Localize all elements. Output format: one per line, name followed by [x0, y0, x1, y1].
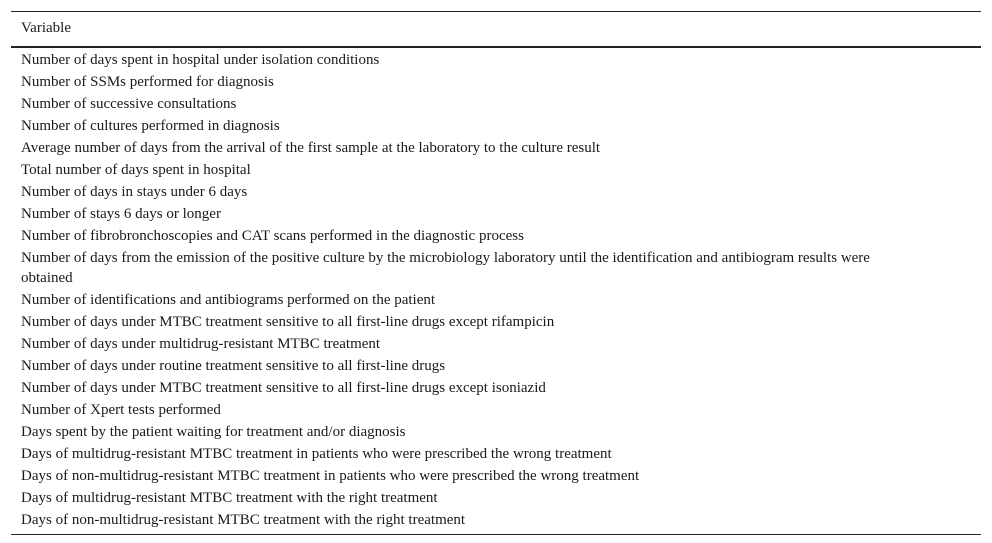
table-cell-variable: Number of days spent in hospital under isolation conditions	[21, 52, 380, 68]
table-row	[11, 181, 981, 203]
table-cell-variable: Days of non-multidrug-resistant MTBC treatment in patients who were prescribed the wrong treatment	[21, 468, 640, 484]
table-row	[11, 225, 981, 247]
table-cell-variable: Number of days under MTBC treatment sensitive to all first-line drugs except rifampicin	[21, 314, 555, 330]
table-row	[11, 421, 981, 443]
table-cell-variable: Days of non-multidrug-resistant MTBC treatment with the right treatment	[11, 509, 981, 535]
table-header	[11, 12, 981, 48]
table-row	[11, 137, 981, 159]
table-row	[11, 509, 981, 535]
table-row	[11, 203, 981, 225]
table-row	[11, 333, 981, 355]
table-cell-variable: Number of days under routine treatment sensitive to all first-line drugs	[21, 358, 446, 374]
table-cell-variable: Days spent by the patient waiting for treatment and/or diagnosis	[21, 424, 406, 440]
table-cell-variable: Number of days under multidrug-resistant MTBC treatment	[21, 336, 381, 352]
table-cell-variable: Number of days under MTBC treatment sensitive to all first-line drugs except isoniazid	[21, 380, 546, 396]
table-row	[11, 247, 981, 289]
table-cell-variable: Number of fibrobronchoscopies and CAT scans performed in the diagnostic process	[21, 228, 524, 244]
table-cell-variable: Number of days from the emission of the positive culture by the microbiology laboratory until the identification and antibiogram results were obtained	[21, 250, 870, 286]
table-cell-variable: Number of successive consultations	[21, 96, 237, 112]
table-row	[11, 399, 981, 421]
table-cell-variable: Days of multidrug-resistant MTBC treatment with the right treatment	[21, 490, 438, 506]
table-cell-variable: Number of days in stays under 6 days	[21, 184, 248, 200]
table-row	[11, 355, 981, 377]
table-row	[11, 443, 981, 465]
table-row	[11, 71, 981, 93]
table-row	[11, 377, 981, 399]
variables-table-container	[11, 11, 981, 535]
table-row	[11, 465, 981, 487]
table-row	[11, 311, 981, 333]
table-row	[11, 93, 981, 115]
table-body	[11, 47, 981, 535]
header-row	[11, 12, 981, 48]
table-cell-variable: Number of stays 6 days or longer	[21, 206, 221, 222]
table-row	[11, 487, 981, 509]
table-cell-variable: Days of multidrug-resistant MTBC treatment in patients who were prescribed the wrong treatment	[21, 446, 612, 462]
table-cell-variable: Total number of days spent in hospital	[21, 162, 251, 178]
table-row	[11, 289, 981, 311]
table-row	[11, 115, 981, 137]
table-cell-variable: Number of identifications and antibiograms performed on the patient	[21, 292, 436, 308]
table-cell-variable: Number of SSMs performed for diagnosis	[21, 74, 274, 90]
table-cell-variable: Average number of days from the arrival of the first sample at the laboratory to the culture result	[21, 140, 601, 156]
table-row	[11, 159, 981, 181]
column-header-variable: Variable	[11, 12, 981, 48]
table-cell-variable: Number of cultures performed in diagnosis	[21, 118, 280, 134]
table-row	[11, 47, 981, 71]
variables-table	[11, 11, 981, 535]
table-cell-variable: Number of Xpert tests performed	[21, 402, 221, 418]
